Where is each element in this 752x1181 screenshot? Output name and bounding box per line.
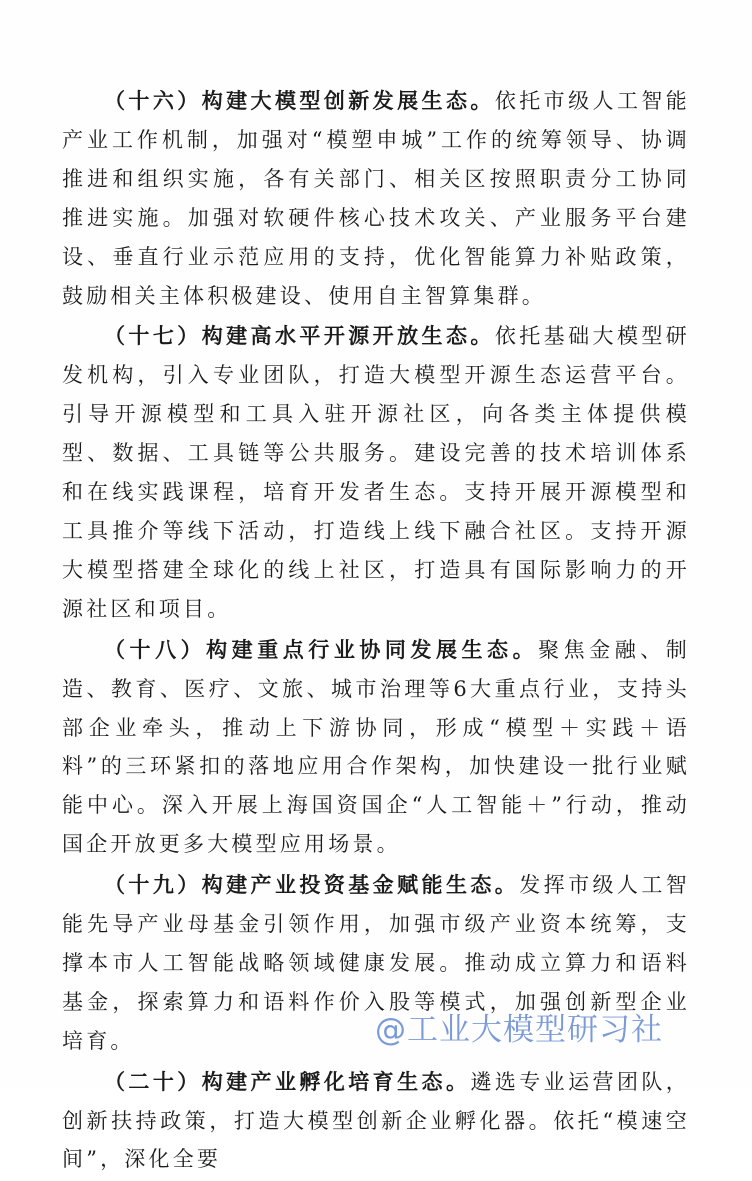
paragraph-20 [62, 1063, 690, 1180]
paragraph-heading: （十九）构建产业投资基金赋能生态。 [104, 873, 520, 898]
paragraph-text: 依托基础大模型研发机构，引入专业团队，打造大模型开源生态运营平台。引导开源模型和工具入驻开源社区，向各类主体提供模型、数据、工具链等公共服务。建设完善的技术培训体系和在线实践课程，培育开发者生态。支持开展开源模型和工具推介等线下活动，打造线上线下融合社区。支持开源大模型搭建全球化的线上社区，打造具有国际影响力的开源社区和项目。 [62, 324, 690, 621]
paragraph-text: 聚焦金融、制造、教育、医疗、文旅、城市治理等6大重点行业，支持头部企业牵头，推动上下游协同，形成“模型＋实践＋语料”的三环紧扣的落地应用合作架构，加快建设一批行业赋能中心。深入开展上海国资国企“人工智能＋”行动，推动国企开放更多大模型应用场景。 [62, 637, 690, 857]
paragraph-text: 遴选专业运营团队，创新扶持政策，打造大模型创新企业孵化器。依托“模速空间”，深化全要 [62, 1069, 690, 1172]
paragraph-heading: （十七）构建高水平开源开放生态。 [104, 324, 495, 349]
paragraph-18 [62, 631, 690, 864]
paragraph-heading: （十八）构建重点行业协同发展生态。 [104, 637, 539, 662]
paragraph-text: 发挥市级人工智能先导产业母基金引领作用，加强市级产业资本统筹，支撑本市人工智能战略领域健康发展。推动成立算力和语料基金，探索算力和语料作价入股等模式，加强创新型企业培育。 [62, 873, 690, 1053]
paragraph-17 [62, 317, 690, 628]
watermark-text: @工业大模型研习社 [375, 1012, 663, 1048]
paragraph-16 [62, 82, 690, 315]
paragraph-heading: （二十）构建产业孵化培育生态。 [104, 1069, 471, 1094]
paragraph-text: 依托市级人工智能产业工作机制，加强对“模塑申城”工作的统筹领导、协调推进和组织实施，各有关部门、相关区按照职责分工协同推进实施。加强对软硬件核心技术攻关、产业服务平台建设、垂直行业示范应用的支持，优化智能算力补贴政策，鼓励相关主体积极建设、使用自主智算集群。 [62, 89, 690, 308]
paragraph-heading: （十六）构建大模型创新发展生态。 [104, 89, 495, 113]
